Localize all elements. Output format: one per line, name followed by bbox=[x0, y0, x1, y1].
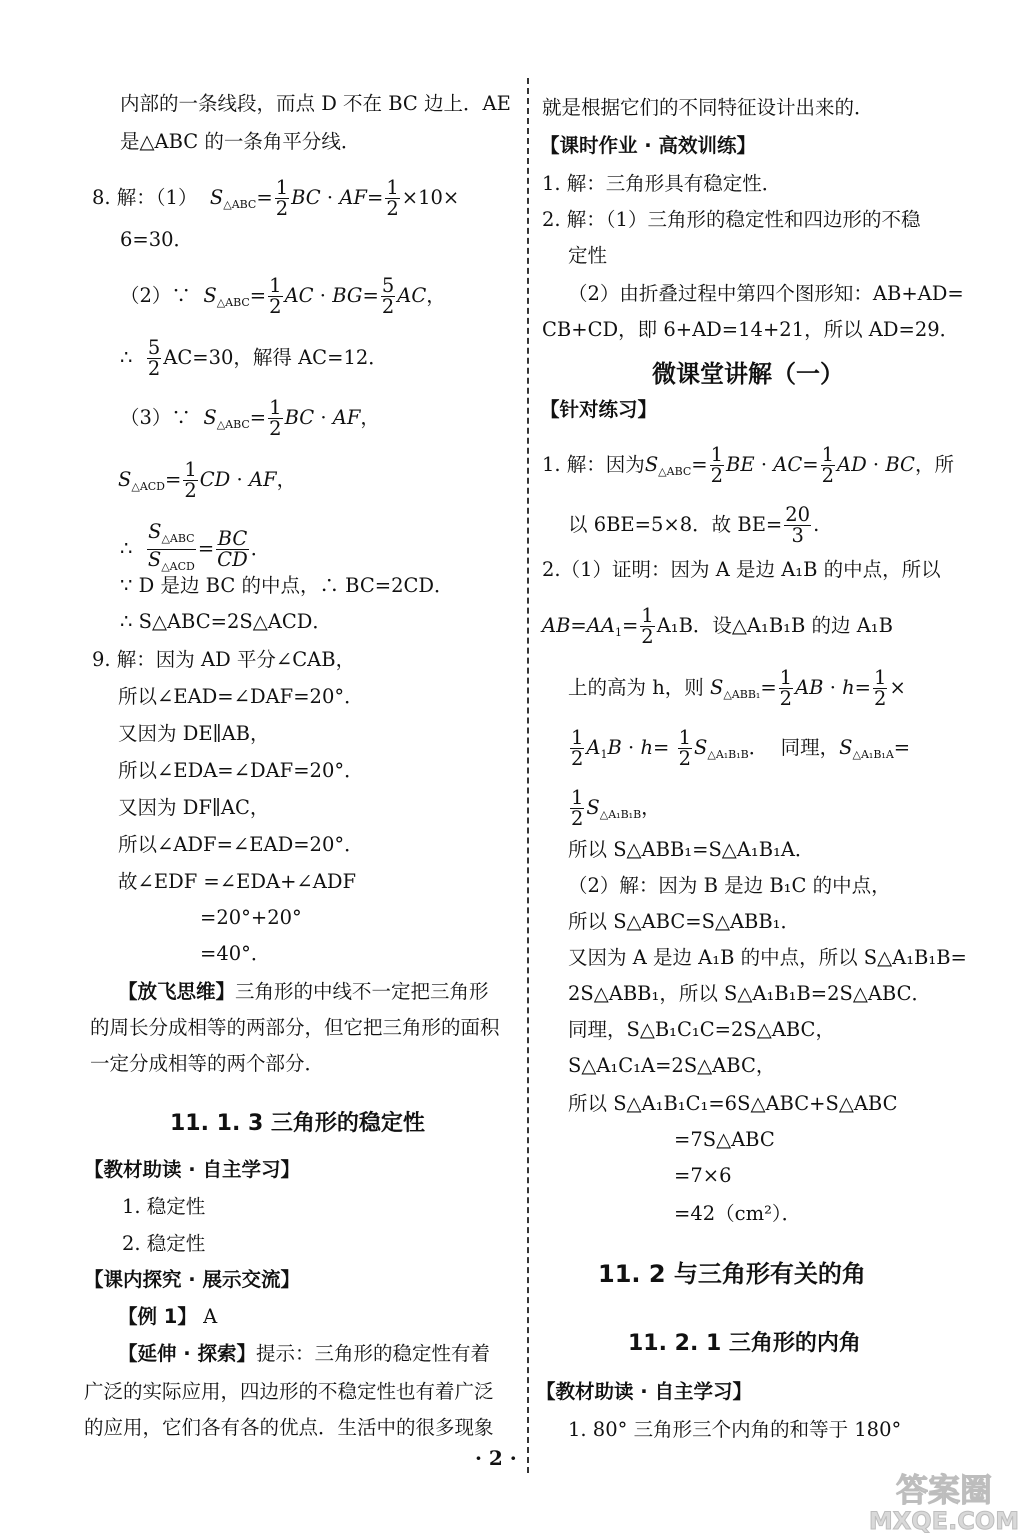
section-tag: 【课时作业 · 高效训练】 bbox=[540, 134, 756, 157]
section-tag: 【教材助读 · 自主学习】 bbox=[536, 1380, 752, 1403]
text-line: 就是根据它们的不同特征设计出来的． bbox=[542, 96, 874, 119]
text-line: 又因为 DF∥AC， bbox=[118, 796, 270, 819]
text-line: =7S△ABC bbox=[674, 1128, 775, 1151]
svg-text:MXQE.COM: MXQE.COM bbox=[868, 1507, 1020, 1533]
text-line: （2）解：因为 B 是边 B₁C 的中点， bbox=[568, 874, 891, 897]
q8-2-result: ∴ $\frac{5}{2}$ AC=30，解得 AC=12． bbox=[120, 336, 388, 380]
text-line: 一定分成相等的两个部分． bbox=[90, 1052, 325, 1075]
text-line: 是△ABC 的一条角平分线． bbox=[120, 130, 361, 153]
text-line: =20°+20° bbox=[200, 906, 302, 929]
text-line: ∴ S△ABC=2S△ACD． bbox=[120, 610, 332, 633]
section-heading: 微课堂讲解（一） bbox=[652, 360, 844, 388]
watermark-logo bbox=[859, 1465, 1029, 1533]
text-line: 2S△ABB₁，所以 S△A₁B₁B=2S△ABC． bbox=[568, 982, 932, 1005]
z2-formula: $\frac{1}{2}$ $S_{\triangle A_1B_1B}$， bbox=[571, 786, 661, 830]
section-heading: 11. 1. 3 三角形的稳定性 bbox=[170, 1111, 425, 1136]
text-line: ∵ D 是边 BC 的中点，∴ BC=2CD． bbox=[120, 574, 454, 597]
section-heading: 11. 2. 1 三角形的内角 bbox=[628, 1331, 861, 1356]
q8-3-formula: $S_{\triangle ACD}=$ $\frac{1}{2}$ CD · AF， bbox=[118, 458, 297, 502]
svg-text:答案圈: 答案圈 bbox=[895, 1471, 993, 1509]
q8-formula: 8. 解：（1） $S_{\triangle ABC}=$ $\frac{1}{2}$ BC · AF= $\frac{1}{2}$ ×10× bbox=[92, 176, 460, 220]
z1-result: 以 6BE=5×8．故 BE= $\frac{20}{3}$ . bbox=[568, 503, 820, 547]
text-line: CB+CD，即 6+AD=14+21，所以 AD=29． bbox=[542, 318, 960, 341]
z2-formula: $AB=AA_1=$ $\frac{1}{2}$ A₁B．设△A₁B₁B 的边 A₁B bbox=[542, 604, 893, 648]
text-line: 的周长分成相等的两部分，但它把三角形的面积 bbox=[90, 1016, 500, 1039]
text-line: =42（cm²）． bbox=[674, 1202, 802, 1225]
column-divider bbox=[527, 78, 529, 1473]
text-line: 广泛的实际应用，四边形的不稳定性也有着广泛 bbox=[84, 1380, 494, 1403]
text-line: 2.（1）证明：因为 A 是边 A₁B 的中点，所以 bbox=[542, 558, 941, 581]
q8-3-formula: （3）∵ $S_{\triangle ABC}=$ $\frac{1}{2}$ BC · AF， bbox=[120, 396, 380, 440]
yanshen-line: 【延伸 · 探索】提示：三角形的稳定性有着 bbox=[118, 1342, 491, 1365]
z1-formula: 1. 解：因为$S_{\triangle ABC}=$ $\frac{1}{2}$ BE · AC= $\frac{1}{2}$ AD · BC，所 bbox=[542, 443, 954, 487]
text-line: 所以∠EAD=∠DAF=20°． bbox=[118, 685, 364, 708]
text-line: 1. 稳定性 bbox=[122, 1195, 206, 1218]
page-number: · 2 · bbox=[475, 1446, 517, 1470]
text-line: 定性 bbox=[568, 244, 608, 267]
section-tag: 【针对练习】 bbox=[540, 398, 658, 421]
text-line: 1. 解：三角形具有稳定性． bbox=[542, 172, 782, 195]
text-line: 的应用，它们各有各的优点．生活中的很多现象 bbox=[84, 1416, 494, 1439]
text-line: 内部的一条线段，而点 D 不在 BC 边上．AE bbox=[120, 92, 511, 115]
example-line: 【例 1】 A bbox=[118, 1305, 218, 1328]
section-tag: 【教材助读 · 自主学习】 bbox=[84, 1158, 300, 1181]
text-line: 所以 S△A₁B₁C₁=6S△ABC+S△ABC bbox=[568, 1092, 898, 1115]
text-line: 所以∠EDA=∠DAF=20°． bbox=[118, 759, 364, 782]
text-line: 故∠EDF =∠EDA+∠ADF bbox=[118, 870, 356, 893]
q8-3-ratio: ∴ $\frac{S_{\triangle ABC}}{S_{\triangle ACD}}$ = $\frac{BC}{CD}$ ． bbox=[120, 520, 271, 573]
section-heading: 11. 2 与三角形有关的角 bbox=[598, 1260, 866, 1288]
z2-formula: 上的高为 h，则 $S_{\triangle ABB_1}=$ $\frac{1}{2}$ AB · h= $\frac{1}{2}$ × bbox=[568, 666, 906, 710]
text-line: =40°． bbox=[200, 942, 271, 965]
text-line: 2. 解：（1）三角形的稳定性和四边形的不稳 bbox=[542, 208, 921, 231]
text-line: 所以 S△ABB₁=S△A₁B₁A． bbox=[568, 838, 815, 861]
text-line: =7×6 bbox=[674, 1164, 732, 1187]
fangfei-line: 【放飞思维】三角形的中线不一定把三角形 bbox=[118, 980, 489, 1003]
text-line: 又因为 A 是边 A₁B 的中点，所以 S△A₁B₁B= bbox=[568, 946, 967, 969]
section-tag: 【课内探究 · 展示交流】 bbox=[84, 1268, 300, 1291]
text-line: 1. 80° 三角形三个内角的和等于 180° bbox=[568, 1418, 902, 1441]
q8-2-formula: （2）∵ $S_{\triangle ABC}=$ $\frac{1}{2}$ AC · BG= $\frac{5}{2}$ AC， bbox=[120, 274, 446, 318]
z2-formula: $\frac{1}{2}$ $A_1B \cdot h=$ $\frac{1}{2}$ $S_{\triangle A_1B_1B}$． 同理，$S_{\triangle A_1B_1A}=$ bbox=[571, 726, 911, 770]
text-line: 所以 S△ABC=S△ABB₁． bbox=[568, 910, 801, 933]
text-line: 9. 解：因为 AD 平分∠CAB， bbox=[92, 648, 356, 671]
text-line: （2）由折叠过程中第四个图形知：AB+AD= bbox=[568, 282, 964, 305]
text-line: 所以∠ADF=∠EAD=20°． bbox=[118, 833, 364, 856]
text-line: 2. 稳定性 bbox=[122, 1232, 206, 1255]
text-line: 6=30． bbox=[120, 228, 194, 251]
text-line: 又因为 DE∥AB， bbox=[118, 722, 270, 745]
text-line: 同理，S△B₁C₁C=2S△ABC， bbox=[568, 1018, 835, 1041]
text-line: S△A₁C₁A=2S△ABC， bbox=[568, 1054, 776, 1077]
